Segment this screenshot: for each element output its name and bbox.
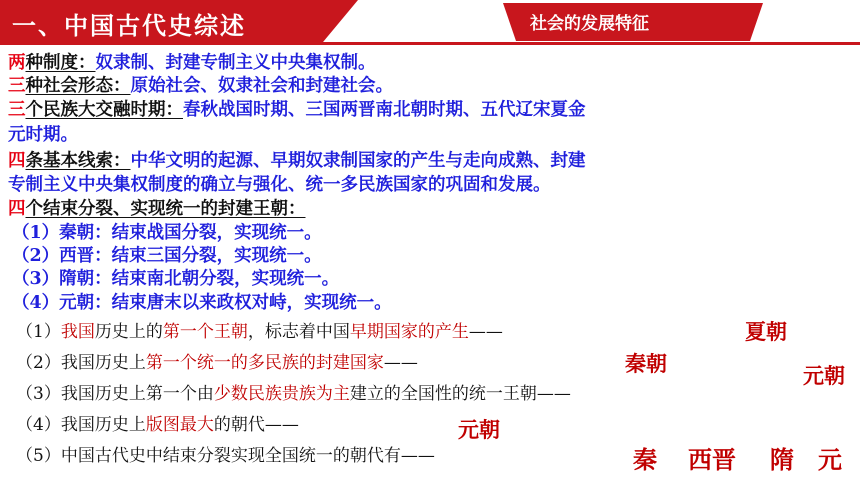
dynasty-item: （1）秦朝：结束战国分裂，实现统一。	[12, 223, 322, 243]
question-dash: ——	[383, 353, 418, 373]
line-label: 种社会形态：	[25, 76, 131, 96]
header-divider	[0, 42, 860, 45]
question-text: 的朝代——	[213, 415, 299, 435]
line-label: 条基本线索：	[25, 151, 131, 171]
highlight-text: 我国	[60, 322, 95, 342]
answer-5-yuan: 元	[818, 446, 842, 474]
summary-line-3-cont: 元时期。	[8, 125, 78, 145]
subtitle: 社会的发展特征	[530, 14, 649, 34]
dynasty-item: （4）元朝：结束唐末以来政权对峙，实现统一。	[12, 293, 392, 313]
question-number: （1）	[16, 322, 61, 342]
line-text: 原始社会、奴隶社会和封建社会。	[130, 76, 393, 96]
line-label: 个结束分裂、实现统一的封建王朝：	[25, 199, 306, 219]
highlight-text: 版图最大	[145, 415, 214, 435]
answer-1: 夏朝	[745, 320, 787, 344]
question-text: 建立的全国性的统一王朝——	[349, 384, 571, 404]
question-1	[16, 320, 503, 344]
summary-line-2	[8, 75, 393, 97]
answer-2: 秦朝	[625, 352, 667, 376]
summary-line-5	[8, 198, 306, 220]
question-dash: ——	[468, 322, 503, 342]
summary-line-3	[8, 99, 586, 121]
summary-line-4	[8, 150, 586, 172]
highlight-text: 第一个王朝	[162, 322, 248, 342]
highlight-text: 第一个统一的多民族的封建国家	[145, 353, 384, 373]
line-text: 中华文明的起源、早期奴隶制国家的产生与走向成熟、封建	[130, 151, 586, 171]
line-number: 四	[8, 199, 26, 219]
question-text: （4）我国历史上	[16, 415, 146, 435]
line-label: 种制度：	[25, 53, 96, 73]
question-3	[16, 382, 571, 406]
answer-5-sui: 隋	[770, 446, 794, 474]
highlight-text: 早期国家的产生	[349, 322, 469, 342]
question-text: （5）中国古代史中结束分裂实现全国统一的朝代有——	[16, 446, 435, 466]
question-text: （2）我国历史上	[16, 353, 146, 373]
line-number: 两	[8, 53, 26, 73]
question-text: 历史上的	[94, 322, 163, 342]
summary-line-4-cont: 专制主义中央集权制度的确立与强化、统一多民族国家的巩固和发展。	[8, 175, 551, 195]
line-label: 个民族大交融时期：	[25, 100, 183, 120]
section-title: 一、中国古代史综述	[12, 12, 246, 40]
line-number: 四	[8, 151, 26, 171]
answer-5-xijin: 西晋	[688, 446, 736, 474]
dynasty-item: （2）西晋：结束三国分裂，实现统一。	[12, 246, 322, 266]
line-text: 奴隶制、封建专制主义中央集权制。	[95, 53, 376, 73]
line-number: 三	[8, 100, 26, 120]
answer-3: 元朝	[803, 364, 845, 388]
question-2	[16, 351, 418, 375]
line-number: 三	[8, 76, 26, 96]
question-text: （3）我国历史上第一个由	[16, 384, 214, 404]
question-5	[16, 444, 435, 468]
highlight-text: 少数民族贵族为主	[213, 384, 350, 404]
answer-4: 元朝	[458, 418, 500, 442]
line-text: 春秋战国时期、三国两晋南北朝时期、五代辽宋夏金	[183, 100, 586, 120]
question-4	[16, 413, 299, 437]
summary-line-1	[8, 52, 376, 74]
answer-5-qin: 秦	[633, 446, 657, 474]
dynasty-item: （3）隋朝：结束南北朝分裂，实现统一。	[12, 269, 340, 289]
question-text: ，标志着中国	[247, 322, 350, 342]
